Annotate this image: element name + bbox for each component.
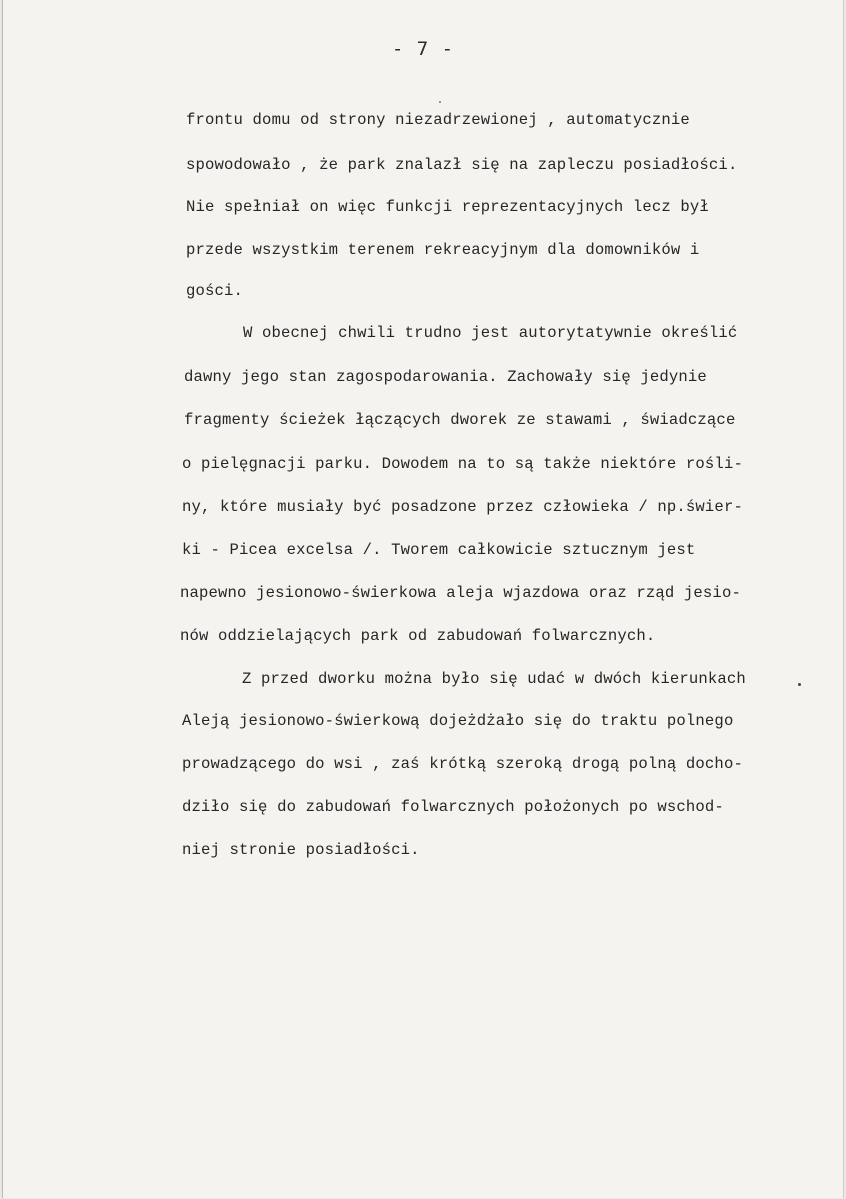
text-line-7: dawny jego stan zagospodarowania. Zachowały się jedynie	[184, 368, 707, 386]
text-line-1: frontu domu od strony niezadrzewionej , automatycznie	[186, 111, 690, 129]
text-line-4: przede wszystkim terenem rekreacyjnym dla domowników i	[186, 241, 700, 259]
text-line-6: W obecnej chwili trudno jest autorytatywnie określić	[243, 324, 738, 342]
text-line-8: fragmenty ścieżek łączących dworek ze stawami , świadczące	[184, 411, 736, 429]
text-line-5: gości.	[186, 282, 244, 300]
text-line-18: niej stronie posiadłości.	[182, 841, 420, 859]
ink-speck	[439, 101, 441, 103]
text-line-13: nów oddzielających park od zabudowań folwarcznych.	[180, 627, 656, 645]
text-line-9: o pielęgnacji parku. Dowodem na to są także niektóre rośli-	[182, 455, 743, 473]
text-line-12: napewno jesionowo-świerkowa aleja wjazdowa oraz rząd jesio-	[180, 584, 741, 602]
text-line-14: Z przed dworku można było się udać w dwóch kierunkach	[242, 670, 746, 688]
text-line-11: ki - Picea excelsa /. Tworem całkowicie sztucznym jest	[182, 541, 696, 559]
text-line-10: ny, które musiały być posadzone przez człowieka / np.świer-	[182, 498, 743, 516]
text-line-17: dziło się do zabudowań folwarcznych położonych po wschod-	[182, 798, 724, 816]
text-line-2: spowodowało , że park znalazł się na zapleczu posiadłości.	[186, 156, 738, 174]
text-line-15: Aleją jesionowo-świerkową dojeżdżało się do traktu polnego	[182, 712, 734, 730]
text-line-3: Nie spełniał on więc funkcji reprezentacyjnych lecz był	[186, 198, 709, 216]
document-page	[2, 0, 844, 1198]
page-number: - 7 -	[391, 38, 455, 60]
text-line-16: prowadzącego do wsi , zaś krótką szeroką drogą polną docho-	[182, 755, 743, 773]
ink-speck	[798, 683, 801, 686]
